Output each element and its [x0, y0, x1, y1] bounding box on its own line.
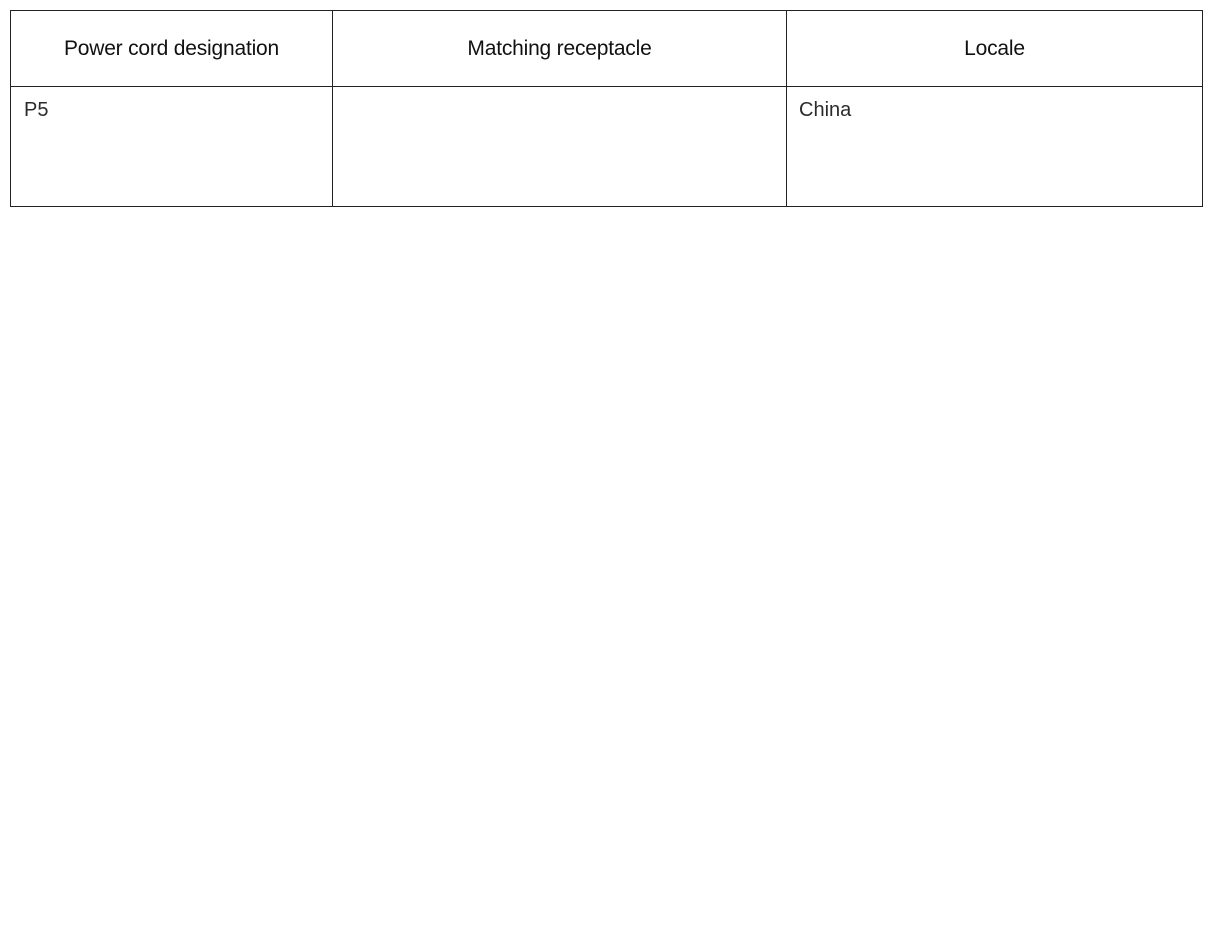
designation-text: P5	[24, 99, 49, 121]
designation-cell	[11, 87, 333, 207]
designation-column-header: Power cord designation	[11, 11, 333, 87]
power-cord-table	[10, 10, 1203, 207]
table-header-row	[11, 11, 1203, 87]
table-row	[11, 87, 1203, 207]
china-receptacle-icon	[490, 87, 630, 195]
receptacle-column-header: Matching receptacle	[333, 11, 787, 87]
locale-column-header: Locale	[787, 11, 1203, 87]
locale-cell: China	[787, 87, 1203, 207]
receptacle-cell	[333, 87, 787, 207]
